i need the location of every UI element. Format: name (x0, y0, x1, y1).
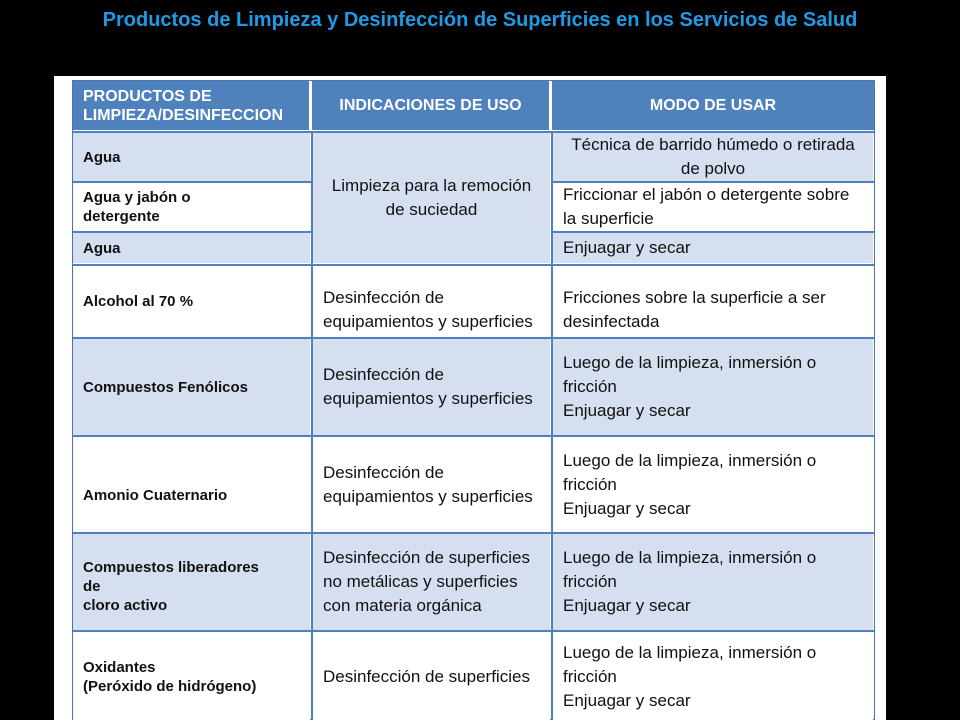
product-agua-2: Agua (73, 233, 310, 263)
row-divider (552, 181, 874, 183)
products-table (72, 80, 875, 720)
product-agua-1: Agua (73, 133, 310, 181)
mode-agua-1: Técnica de barrido húmedo o retirada de polvo (553, 133, 873, 181)
mode-agua-jabon: Friccionar el jabón o detergente sobre la superficie (553, 183, 873, 231)
indication-amonio: Desinfección de equipamientos y superficies (313, 437, 550, 532)
indication-cloro: Desinfección de superficies no metálicas y superficies con materia orgánica (313, 534, 550, 630)
row-divider (73, 435, 874, 437)
header-mode: MODO DE USAR (552, 81, 874, 130)
header-products (73, 81, 312, 130)
row-divider (73, 630, 874, 632)
row-divider (73, 231, 312, 233)
product-agua-jabon: Agua y jabón o detergente (73, 183, 310, 231)
row-divider (552, 231, 874, 233)
mode-fenolicos: Luego de la limpieza, inmersión o fricción Enjuagar y secar (553, 339, 873, 435)
row-divider (73, 181, 312, 183)
product-oxidantes: Oxidantes (Peróxido de hidrógeno) (73, 632, 310, 720)
table-sheet (54, 76, 886, 720)
product-amonio: Amonio Cuaternario (73, 437, 310, 532)
mode-alcohol: Fricciones sobre la superficie a ser desinfectada (553, 266, 873, 336)
indication-fenolicos: Desinfección de equipamientos y superficies (313, 339, 550, 435)
indication-alcohol: Desinfección de equipamientos y superficies (313, 266, 550, 336)
header-products-label: PRODUCTOS DE LIMPIEZA/DESINFECCION (83, 87, 284, 124)
column-divider (551, 131, 553, 720)
slide-title: Productos de Limpieza y Desinfección de Superficies en los Servicios de Salud (102, 9, 858, 31)
row-divider (73, 264, 874, 266)
header-indications: INDICACIONES DE USO (312, 81, 552, 130)
mode-cloro: Luego de la limpieza, inmersión o fricción Enjuagar y secar (553, 534, 873, 630)
row-divider (73, 131, 874, 133)
mode-amonio: Luego de la limpieza, inmersión o fricción Enjuagar y secar (553, 437, 873, 532)
row-divider (73, 532, 874, 534)
indication-merged: Limpieza para la remoción de suciedad (313, 133, 550, 263)
row-divider (73, 337, 874, 339)
product-cloro: Compuestos liberadores de cloro activo (73, 534, 310, 630)
column-divider (311, 131, 313, 720)
indication-oxidantes: Desinfección de superficies (313, 632, 550, 720)
mode-agua-2: Enjuagar y secar (553, 233, 873, 263)
product-alcohol: Alcohol al 70 % (73, 266, 310, 336)
product-fenolicos: Compuestos Fenólicos (73, 339, 310, 435)
mode-oxidantes: Luego de la limpieza, inmersión o fricción Enjuagar y secar (553, 632, 873, 720)
